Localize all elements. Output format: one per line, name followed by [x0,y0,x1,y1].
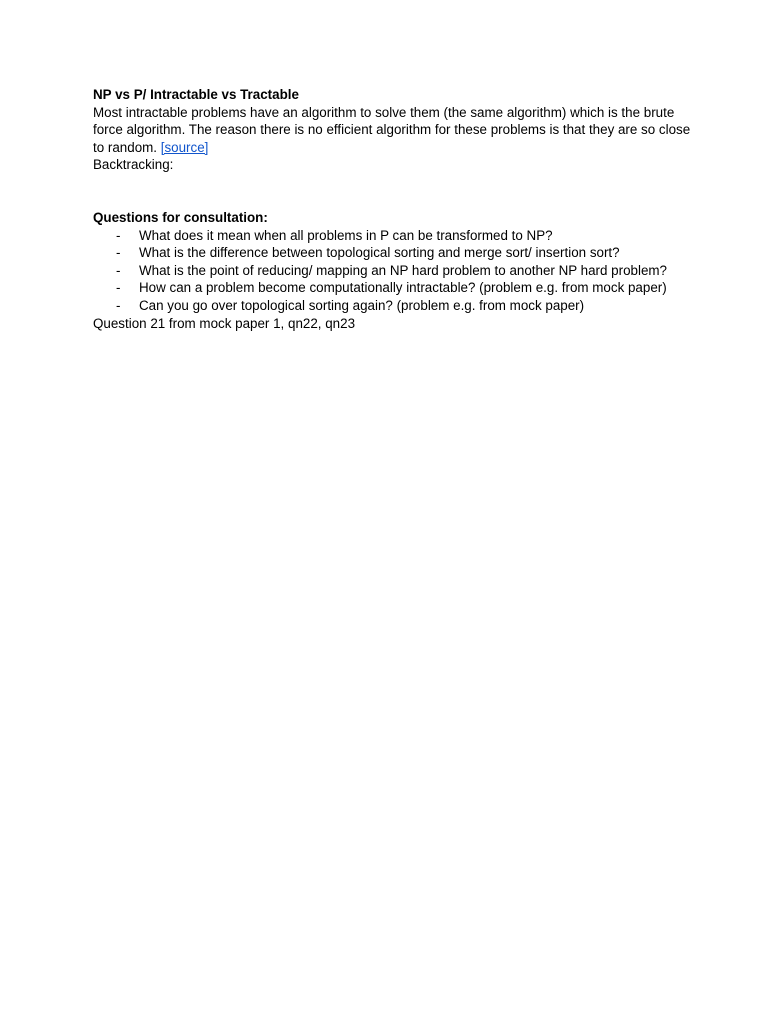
question-text: How can a problem become computationally intractable? (problem e.g. from mock paper) [139,280,667,296]
backtracking-label: Backtracking: [93,157,174,173]
intro-paragraph-text: Most intractable problems have an algorithm to solve them (the same algorithm) which is the brute force algorithm. The reason there is no efficient algorithm for these problems is that they are so close to random. [93,104,691,155]
section-heading-questions: Questions for consultation: [93,209,268,225]
bullet-dash: - [116,280,121,296]
blank-space [93,174,693,209]
document-page [93,86,693,332]
question-text: Can you go over topological sorting again? (problem e.g. from mock paper) [139,297,585,313]
bullet-dash: - [116,297,121,313]
list-item [93,279,693,297]
footer-line: Question 21 from mock paper 1, qn22, qn23 [93,315,356,331]
bullet-dash: - [116,227,121,243]
list-item [93,244,693,262]
source-link[interactable]: [source] [160,139,209,155]
question-text: What does it mean when all problems in P can be transformed to NP? [139,227,553,243]
list-item [93,227,693,245]
question-text: What is the point of reducing/ mapping an NP hard problem to another NP hard problem? [139,262,668,278]
bullet-dash: - [116,245,121,261]
bullet-dash: - [116,262,121,278]
list-item [93,262,693,280]
questions-list [93,227,693,315]
section-heading-np-vs-p: NP vs P/ Intractable vs Tractable [93,87,299,102]
list-item [93,297,693,315]
intro-paragraph [93,104,693,157]
question-text: What is the difference between topological sorting and merge sort/ insertion sort? [139,245,620,261]
